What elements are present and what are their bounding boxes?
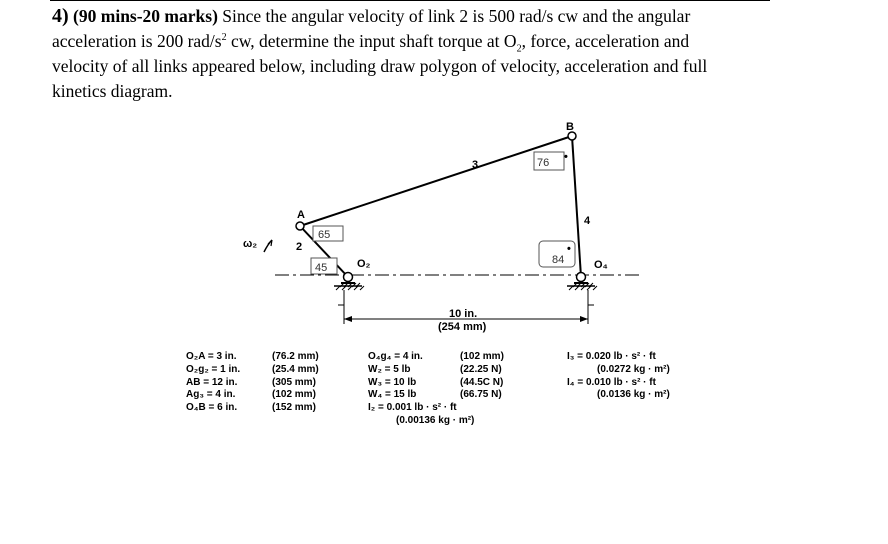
param-column-1 xyxy=(186,351,319,415)
param-key: I₂ = 0.001 lb · s² · ft xyxy=(368,402,457,414)
degree-mark-76: • xyxy=(564,151,568,163)
param-key: W₄ = 15 lb xyxy=(368,389,417,401)
param-row xyxy=(186,389,319,402)
problem-number: 4) xyxy=(52,5,69,27)
label-o4: O₄ xyxy=(594,259,608,271)
problem-line3: velocity of all links appeared below, including draw polygon of velocity, acceleration and full xyxy=(52,56,708,76)
param-key: O₂g₂ = 1 in. xyxy=(186,363,241,375)
pin-a xyxy=(296,222,304,230)
param-key: O₂A = 3 in. xyxy=(186,351,237,362)
param-column-2 xyxy=(368,351,504,428)
problem-line2a: acceleration is 200 rad/s xyxy=(52,31,222,51)
param-key: O₄g₄ = 4 in. xyxy=(368,351,423,362)
label-omega2: ω₂ xyxy=(243,238,258,250)
param-value: (305 mm) xyxy=(272,376,316,388)
param-key: AB = 12 in. xyxy=(186,376,238,388)
param-row xyxy=(567,364,670,377)
link-3 xyxy=(300,136,572,226)
param-row xyxy=(368,389,504,402)
pin-b xyxy=(568,132,576,140)
label-link-3: 3 xyxy=(472,159,479,171)
param-key: I₄ = 0.010 lb · s² · ft xyxy=(567,376,656,388)
angle-65: 65 xyxy=(318,229,331,241)
param-row xyxy=(368,351,504,364)
param-key: I₃ = 0.020 lb · s² · ft xyxy=(567,351,656,362)
problem-line2-sup: 2 xyxy=(221,32,227,44)
param-key: Ag₃ = 4 in. xyxy=(186,389,236,401)
param-value: (76.2 mm) xyxy=(272,351,319,362)
param-value: (0.0272 kg · m²) xyxy=(597,363,670,375)
param-row xyxy=(567,389,670,402)
problem-line1: Since the angular velocity of link 2 is 500 rad/s cw and the angular xyxy=(222,6,691,26)
problem-line2-sub: 2 xyxy=(516,43,522,55)
label-link-4: 4 xyxy=(584,215,591,227)
param-value: (152 mm) xyxy=(272,402,316,414)
problem-line4: kinetics diagram. xyxy=(52,81,173,101)
dimension-mm: (254 mm) xyxy=(438,321,487,333)
angle-45: 45 xyxy=(315,262,328,274)
param-row xyxy=(567,377,670,390)
param-value: (102 mm) xyxy=(272,389,316,401)
param-value: (102 mm) xyxy=(460,351,504,362)
dimension-in: 10 in. xyxy=(449,308,478,320)
param-key: O₄B = 6 in. xyxy=(186,402,238,414)
problem-line2c: , force, acceleration and xyxy=(521,31,690,51)
label-b: B xyxy=(566,121,574,133)
label-o2: O₂ xyxy=(357,258,371,270)
param-value: (22.25 N) xyxy=(460,363,502,375)
angle-76: 76 xyxy=(537,157,550,169)
param-row xyxy=(368,415,504,428)
param-value: (0.00136 kg · m²) xyxy=(396,414,475,426)
ground-pivot-o4 xyxy=(567,273,597,291)
param-row xyxy=(186,402,319,415)
angle-84: 84 xyxy=(552,254,565,266)
param-value: (0.0136 kg · m²) xyxy=(597,389,670,401)
param-row xyxy=(567,351,670,364)
degree-mark-84: • xyxy=(567,243,571,255)
problem-line2b: cw, determine the input shaft torque at O xyxy=(226,31,517,51)
param-row xyxy=(368,377,504,390)
problem-header: (90 mins-20 marks) xyxy=(73,6,218,26)
param-key: W₃ = 10 lb xyxy=(368,376,417,388)
param-value: (25.4 mm) xyxy=(272,363,319,375)
param-key: W₂ = 5 lb xyxy=(368,363,411,375)
label-a: A xyxy=(297,209,305,221)
param-row xyxy=(368,402,504,415)
param-row xyxy=(186,364,319,377)
param-column-3 xyxy=(567,351,670,402)
param-row xyxy=(186,351,319,364)
param-row xyxy=(186,377,319,390)
param-value: (66.75 N) xyxy=(460,389,502,401)
label-link-2: 2 xyxy=(296,241,303,253)
param-value: (44.5C N) xyxy=(460,376,504,388)
param-row xyxy=(368,364,504,377)
